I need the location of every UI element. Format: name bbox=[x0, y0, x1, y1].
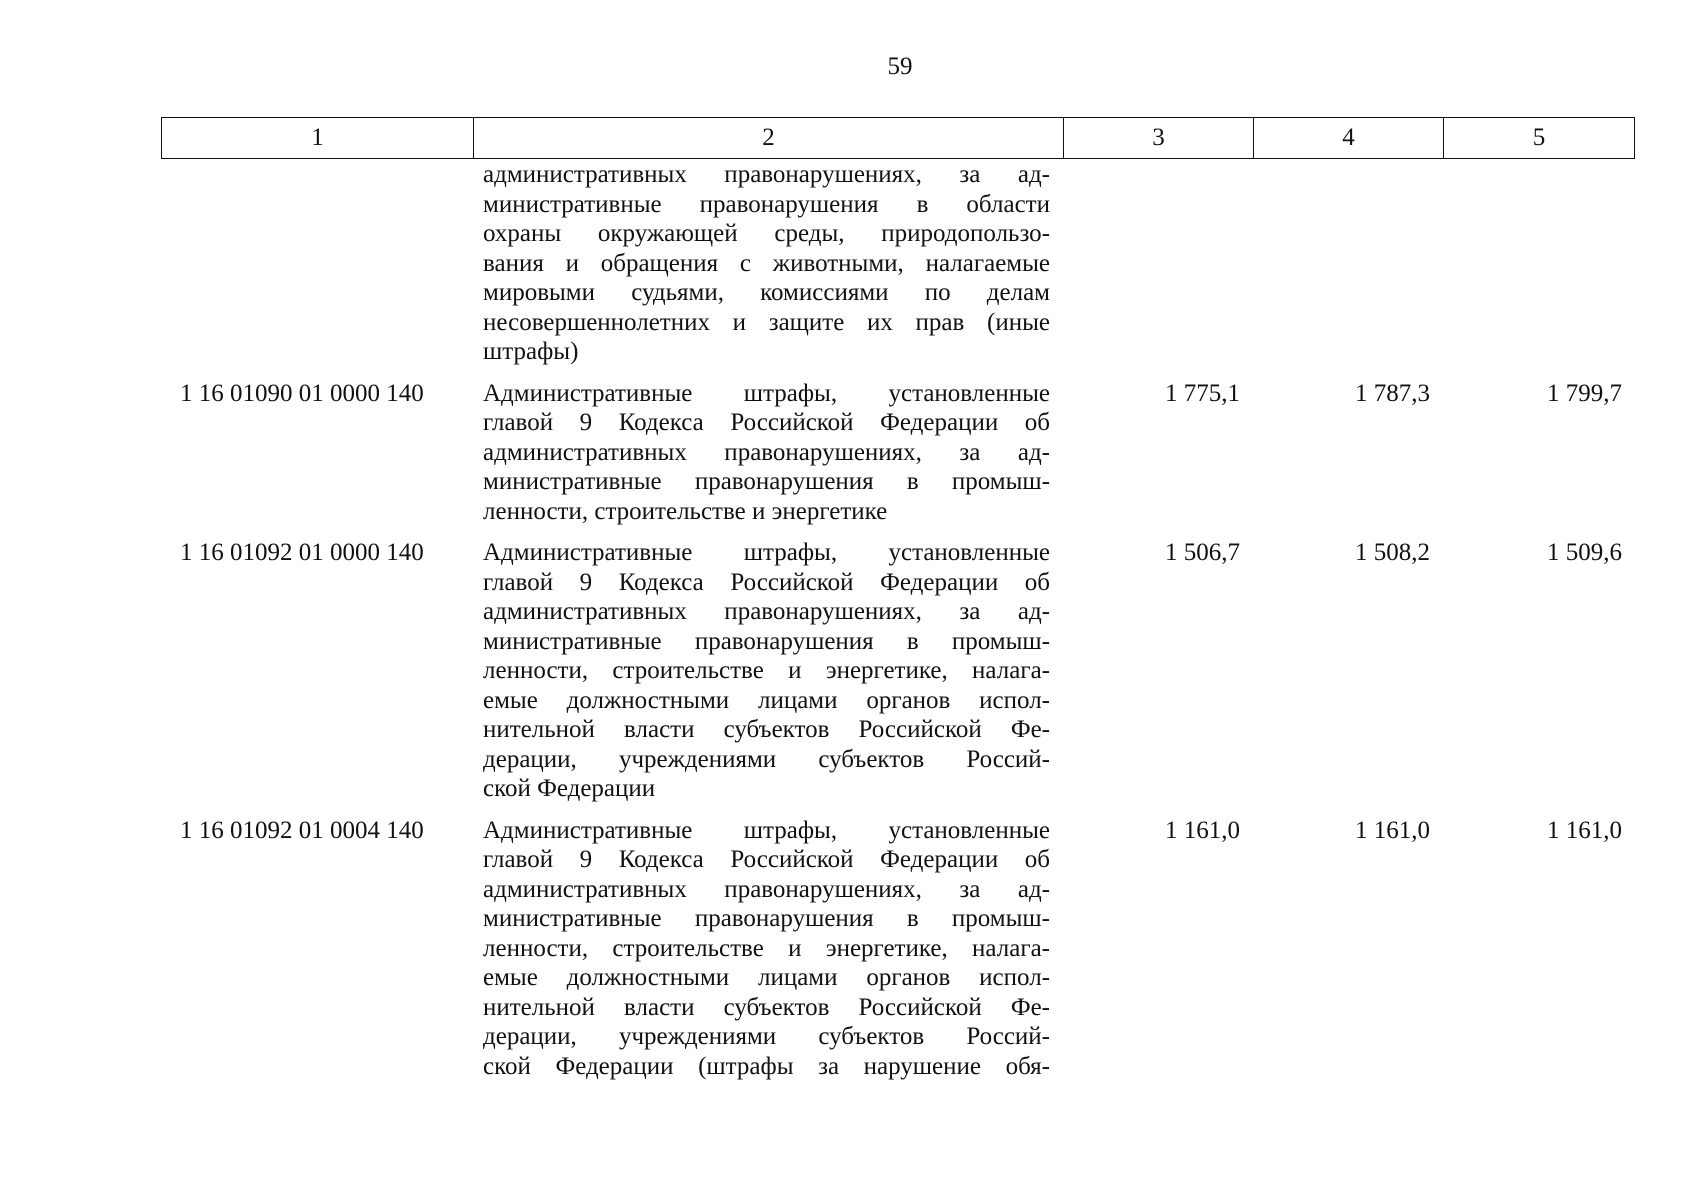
description bbox=[472, 379, 1061, 527]
description-line: министративные правонарушения в области bbox=[483, 190, 1050, 218]
description-line: ской Федерации (штрафы за нарушение обя- bbox=[483, 1052, 1050, 1080]
description-line: вания и обращения с животными, налагаемые bbox=[483, 249, 1050, 277]
description bbox=[472, 538, 1061, 804]
description bbox=[472, 816, 1061, 1082]
value-col5: 1 161,0 bbox=[1547, 816, 1622, 844]
description-line: административных правонарушениях, за ад- bbox=[483, 161, 1050, 188]
description-line: Административные штрафы, установленные bbox=[483, 539, 1050, 566]
description-line: ской Федерации bbox=[483, 775, 656, 802]
description-line: емые должностными лицами органов испол- bbox=[483, 686, 1050, 714]
value-col3: 1 775,1 bbox=[1165, 379, 1240, 407]
budget-code: 1 16 01092 01 0004 140 bbox=[180, 816, 424, 844]
description-line: дерации, учреждениями субъектов Россий- bbox=[483, 1023, 1050, 1050]
value-col4: 1 787,3 bbox=[1355, 379, 1430, 407]
description-line: министративные правонарушения в промыш- bbox=[483, 905, 1050, 932]
description-line: ленности, строительстве и энергетике, налага- bbox=[483, 934, 1050, 962]
description-line: нительной власти субъектов Российской Фе- bbox=[483, 993, 1050, 1021]
description-line: главой 9 Кодекса Российской Федерации об bbox=[483, 568, 1050, 596]
description-line: емые должностными лицами органов испол- bbox=[483, 964, 1050, 991]
description-line: дерации, учреждениями субъектов Россий- bbox=[483, 745, 1050, 773]
value-col5: 1 509,6 bbox=[1547, 539, 1622, 566]
description-line: охраны окружающей среды, природопользо- bbox=[483, 220, 1050, 247]
table-body bbox=[161, 160, 1633, 1093]
description-line: Административные штрафы, установленные bbox=[483, 816, 1050, 844]
description-line: ленности, строительстве и энергетике, налага- bbox=[483, 657, 1050, 684]
column-header-5: 5 bbox=[1444, 118, 1635, 159]
description-line: административных правонарушениях, за ад- bbox=[483, 875, 1050, 903]
column-header-table bbox=[161, 117, 1635, 159]
description-line: административных правонарушениях, за ад- bbox=[483, 438, 1050, 466]
description-line: нительной власти субъектов Российской Фе- bbox=[483, 716, 1050, 743]
table-row bbox=[161, 816, 1633, 1082]
value-col4: 1 161,0 bbox=[1355, 816, 1430, 844]
column-header-2: 2 bbox=[474, 118, 1064, 159]
description-line: Административные штрафы, установленные bbox=[483, 379, 1050, 407]
description bbox=[472, 160, 1061, 367]
column-header-row bbox=[162, 118, 1635, 159]
description-line: министративные правонарушения в промыш- bbox=[483, 468, 1050, 495]
description-line: главой 9 Кодекса Российской Федерации об bbox=[483, 409, 1050, 436]
budget-code: 1 16 01090 01 0000 140 bbox=[180, 379, 424, 407]
table-row bbox=[161, 379, 1633, 527]
column-header-3: 3 bbox=[1064, 118, 1254, 159]
value-col5: 1 799,7 bbox=[1547, 379, 1622, 407]
value-col3: 1 506,7 bbox=[1165, 539, 1240, 566]
column-header-1: 1 bbox=[162, 118, 474, 159]
description-line: мировыми судьями, комиссиями по делам bbox=[483, 279, 1050, 306]
value-col3: 1 161,0 bbox=[1165, 816, 1240, 844]
description-line: главой 9 Кодекса Российской Федерации об bbox=[483, 846, 1050, 873]
value-col4: 1 508,2 bbox=[1355, 539, 1430, 566]
description-line: министративные правонарушения в промыш- bbox=[483, 627, 1050, 655]
column-header-4: 4 bbox=[1254, 118, 1444, 159]
table-row bbox=[161, 538, 1633, 804]
budget-code: 1 16 01092 01 0000 140 bbox=[180, 539, 424, 566]
description-line: несовершеннолетних и защите их прав (иные bbox=[483, 308, 1050, 336]
table-row bbox=[161, 160, 1633, 367]
description-line: ленности, строительстве и энергетике bbox=[483, 497, 888, 525]
description-line: штрафы) bbox=[483, 338, 579, 365]
page-number: 59 bbox=[887, 53, 913, 80]
description-line: административных правонарушениях, за ад- bbox=[483, 598, 1050, 625]
